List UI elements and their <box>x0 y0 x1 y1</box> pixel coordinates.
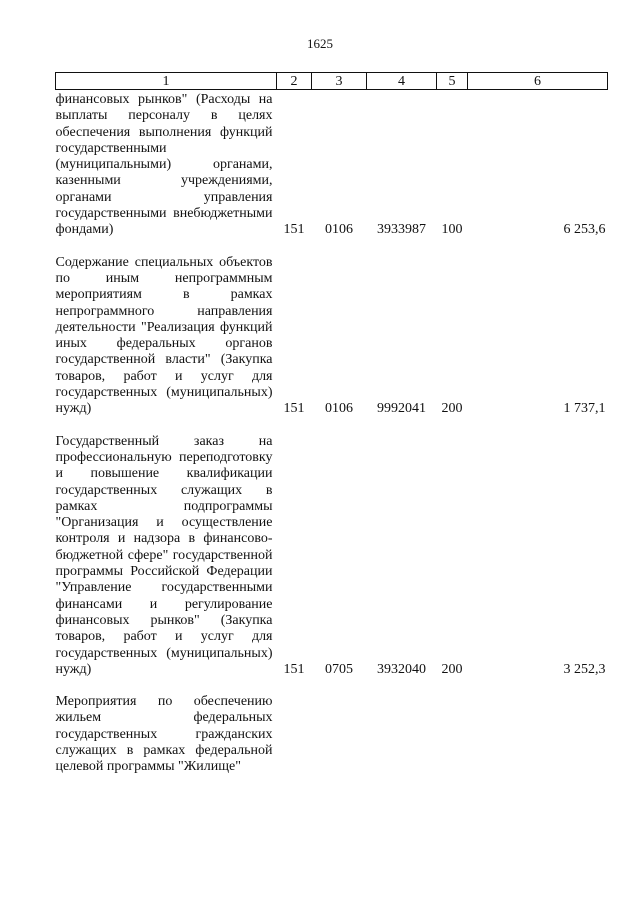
row-amount: 3 252,3 <box>563 661 606 677</box>
table-row <box>56 434 608 679</box>
table-row <box>56 255 608 419</box>
row-col-3 <box>312 694 367 776</box>
row-col-3: 0106 <box>325 401 353 417</box>
table-header <box>56 73 608 90</box>
row-col-2: 151 <box>283 661 305 677</box>
header-col-6: 6 <box>468 73 608 90</box>
row-col-4 <box>367 694 437 776</box>
row-description: Мероприятия по обеспечению жильем федеральных государственных гражданских служащих в рамках федеральной целевой программы "Жилище" <box>55 694 273 775</box>
row-col-4: 3933987 <box>377 222 426 238</box>
row-col-5: 200 <box>441 661 463 677</box>
table-row <box>56 90 608 240</box>
row-col-2 <box>277 694 312 776</box>
row-spacer <box>56 419 608 434</box>
row-amount <box>468 694 608 776</box>
table-body <box>56 90 608 777</box>
row-description: Содержание специальных объектов по иным непрограммным мероприятиям в рамках непрограммного направления деятельности "Реализация функций иных федеральных органов государственной власти" (Закупка товаров, работ и услуг для государственных (муниципальных) нужд) <box>55 254 273 417</box>
header-col-2: 2 <box>277 73 312 90</box>
row-col-4: 3932040 <box>377 661 426 677</box>
page-number: 1625 <box>307 36 333 51</box>
header-col-3: 3 <box>312 73 367 90</box>
row-col-5 <box>437 694 468 776</box>
row-amount: 1 737,1 <box>563 401 606 417</box>
row-col-2: 151 <box>283 401 305 417</box>
row-col-3: 0106 <box>325 222 353 238</box>
row-col-5: 100 <box>441 222 463 238</box>
header-col-4: 4 <box>367 73 437 90</box>
row-col-2: 151 <box>283 222 305 238</box>
row-col-5: 200 <box>441 401 463 417</box>
row-description: Государственный заказ на профессиональную переподготовку и повышение квалификации государственных служащих в рамках подпрограммы "Организация и осуществление контроля и надзора в финансово-бюджетной сфере" государственной программы Российской Федерации "Управление государственными финансами и регулирование финансовых рынков" (Закупка товаров, работ и услуг для государственных (муниципальных) нужд) <box>55 433 273 677</box>
row-amount: 6 253,6 <box>563 222 606 238</box>
header-col-5: 5 <box>437 73 468 90</box>
row-col-4: 9992041 <box>377 401 426 417</box>
row-spacer <box>56 240 608 255</box>
row-description: финансовых рынков" (Расходы на выплаты персоналу в целях обеспечения выполнения функций государственными (муниципальными) органами, казенными учреждениями, органами управления государственными внебюджетными фондами) <box>55 92 273 238</box>
table-row <box>56 694 608 776</box>
header-row <box>56 73 608 90</box>
header-col-1: 1 <box>56 73 277 90</box>
row-col-3: 0705 <box>325 661 353 677</box>
budget-table <box>55 72 608 777</box>
row-spacer <box>56 679 608 694</box>
